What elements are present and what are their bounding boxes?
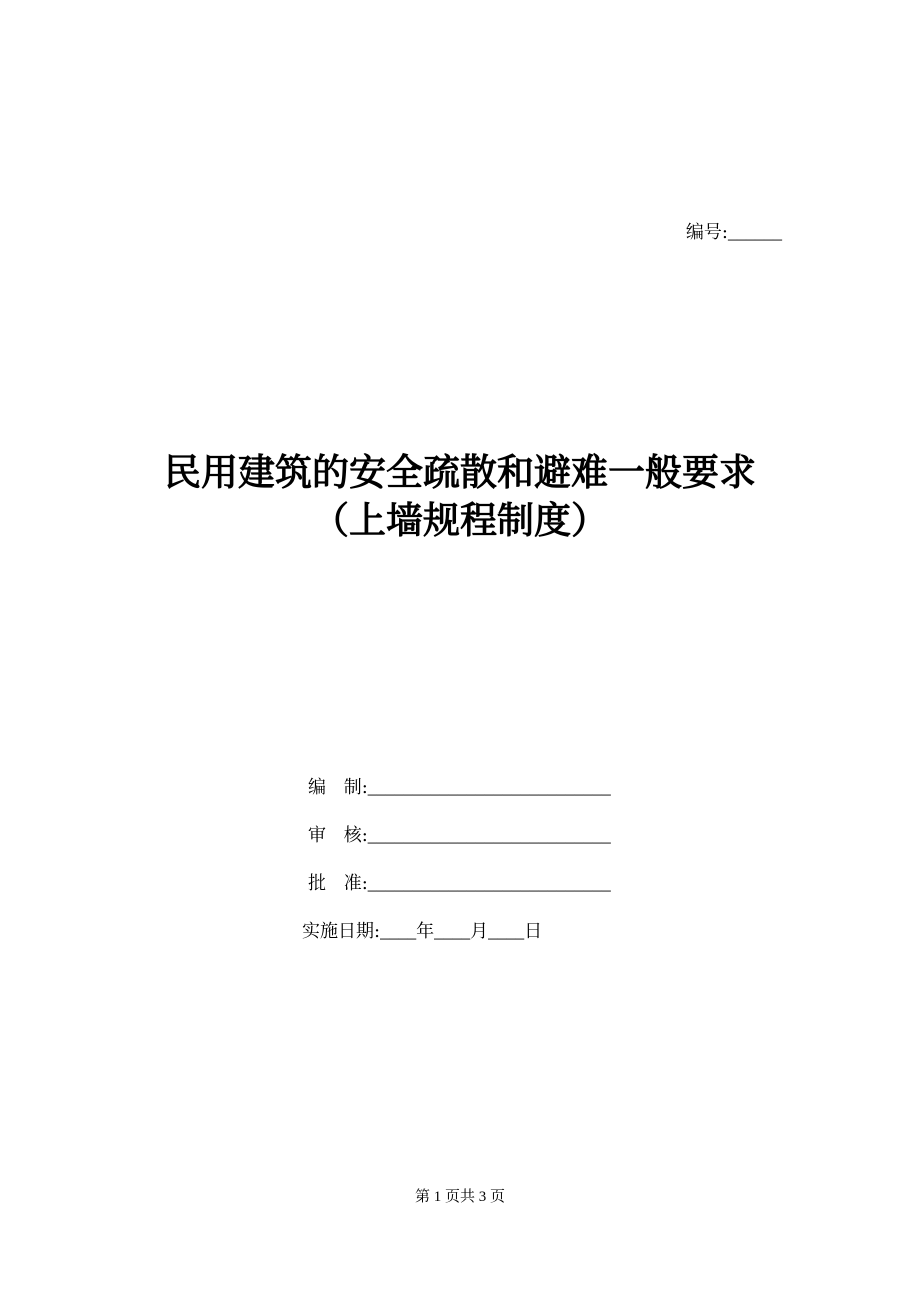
document-number-label: 编号: [685, 222, 728, 243]
reviewed-by-label: 审 核: [308, 825, 368, 846]
approved-by-blank: ___________________________ [367, 873, 611, 893]
approved-by-field [308, 872, 611, 895]
compiled-by-blank: ___________________________ [367, 777, 611, 797]
month-blank: ____ [434, 921, 471, 941]
page-number-footer: 第 1 页共 3 页 [414, 1189, 505, 1205]
title-line-2: （上墙规程制度） [312, 498, 608, 542]
approved-by-label: 批 准: [308, 873, 368, 894]
year-blank: ____ [380, 921, 417, 941]
year-label: 年 [416, 921, 435, 942]
effective-date-field [302, 920, 542, 943]
compiled-by-label: 编 制: [308, 777, 368, 798]
effective-date-label: 实施日期: [302, 921, 381, 942]
day-label: 日 [524, 921, 543, 942]
document-number-blank: ______ [728, 222, 782, 242]
month-label: 月 [470, 921, 489, 942]
reviewed-by-field [308, 824, 611, 847]
title-line-1: 民用建筑的安全疏散和避难一般要求 [164, 450, 756, 494]
compiled-by-field [308, 776, 611, 799]
reviewed-by-blank: ___________________________ [367, 825, 611, 845]
day-blank: ____ [488, 921, 525, 941]
document-title [0, 448, 920, 544]
document-number [686, 221, 782, 244]
